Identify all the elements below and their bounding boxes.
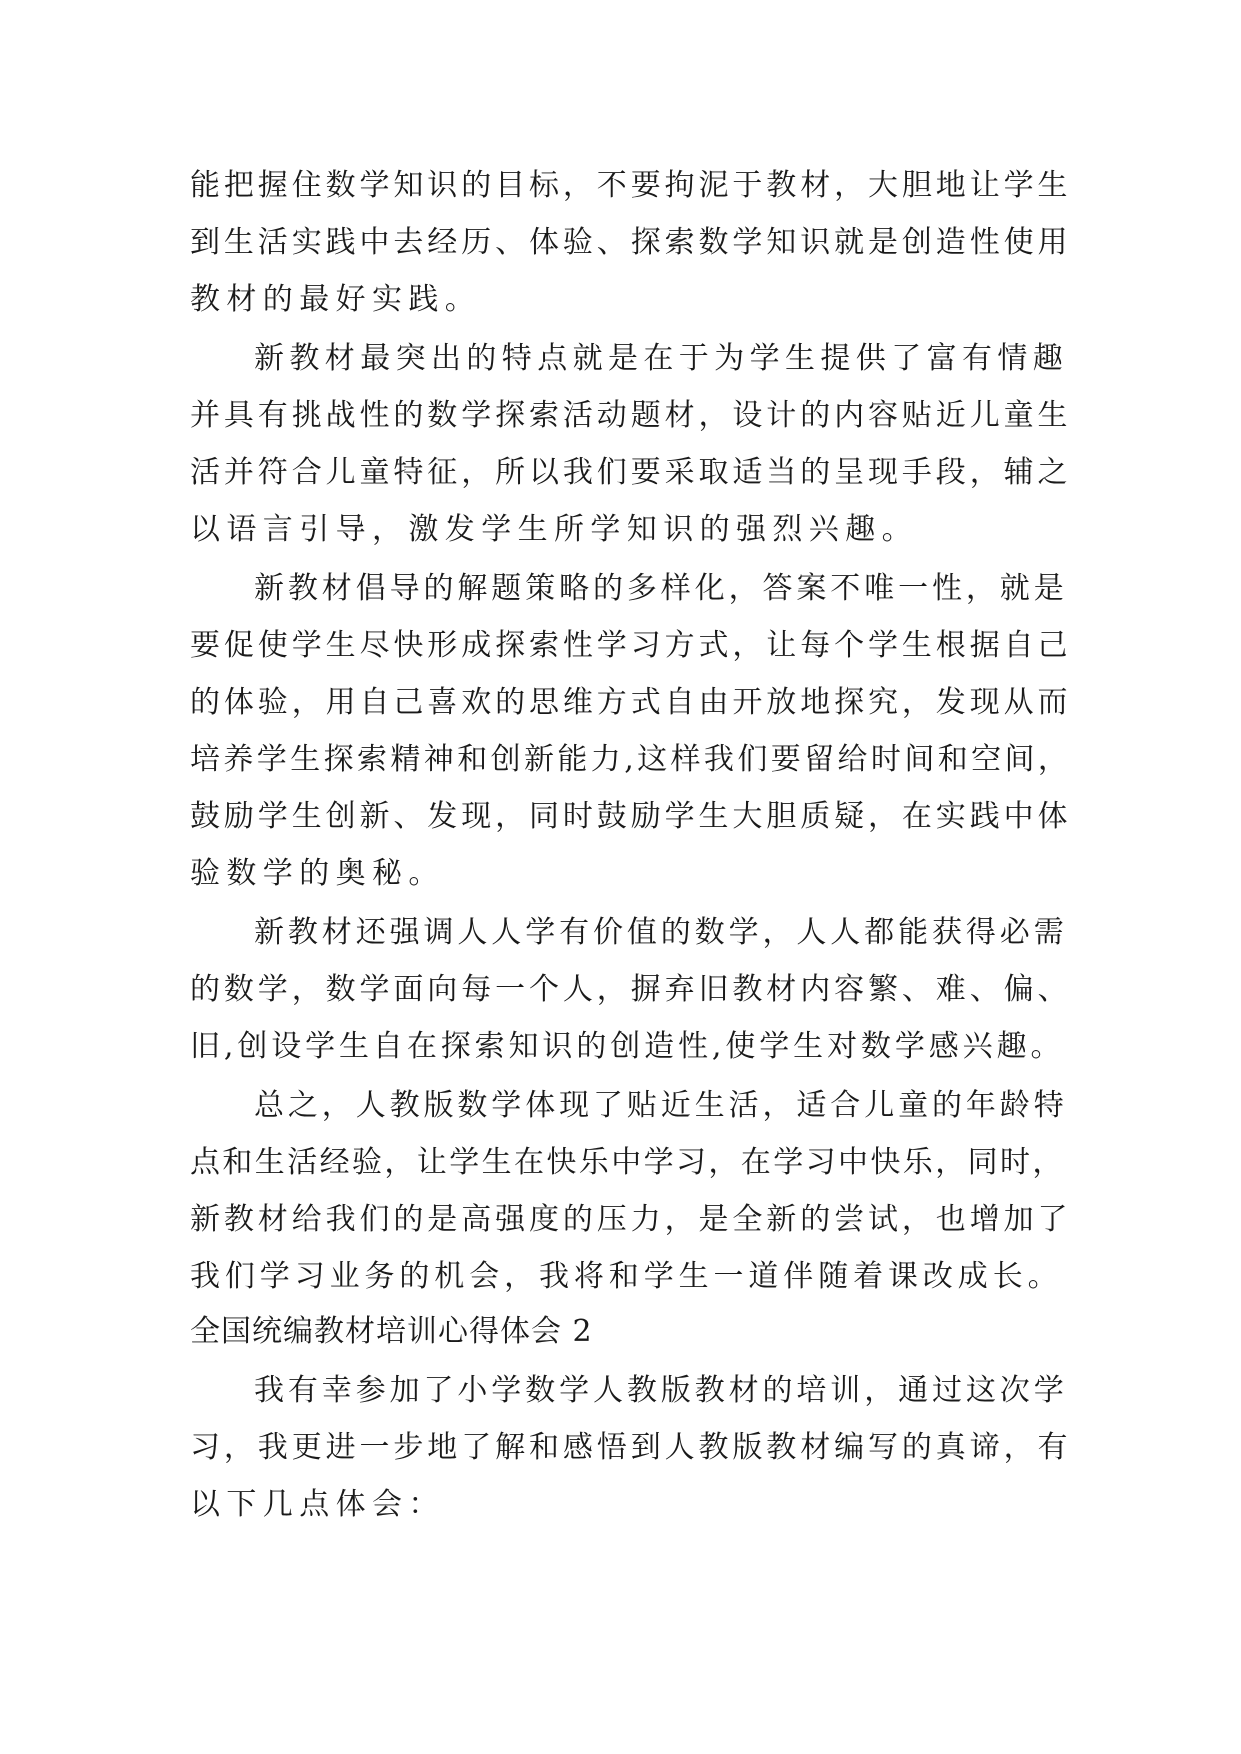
paragraph-line: 的数学，数学面向每一个人，摒弃旧教材内容繁、难、偏、	[190, 972, 1072, 1007]
paragraph-line: 并具有挑战性的数学探索活动题材，设计的内容贴近儿童生	[190, 398, 1072, 433]
paragraph-line: 以语言引导，激发学生所学知识的强烈兴趣。	[190, 512, 918, 547]
paragraph-line: 新教材给我们的是高强度的压力，是全新的尝试，也增加了	[190, 1202, 1072, 1237]
section-heading: 全国统编教材培训心得体会 2	[190, 1314, 593, 1349]
paragraph-line: 能把握住数学知识的目标，不要拘泥于教材，大胆地让学生	[190, 168, 1072, 203]
paragraph-line: 验数学的奥秘。	[190, 856, 445, 891]
paragraph-line: 新教材倡导的解题策略的多样化，答案不唯一性，就是	[254, 571, 1068, 606]
paragraph-line: 以下几点体会：	[190, 1487, 445, 1522]
paragraph-line: 的体验，用自己喜欢的思维方式自由开放地探究，发现从而	[190, 685, 1072, 720]
paragraph-line: 新教材最突出的特点就是在于为学生提供了富有情趣	[254, 341, 1069, 376]
paragraph-line: 旧,创设学生自在探索知识的创造性,使学生对数学感兴趣。	[190, 1029, 1065, 1064]
paragraph-line: 我们学习业务的机会，我将和学生一道伴随着课改成长。	[190, 1259, 1063, 1294]
paragraph-line: 习，我更进一步地了解和感悟到人教版教材编写的真谛，有	[190, 1430, 1072, 1465]
paragraph-line: 新教材还强调人人学有价值的数学，人人都能获得必需	[254, 915, 1068, 950]
paragraph-line: 我有幸参加了小学数学人教版教材的培训，通过这次学	[254, 1373, 1068, 1408]
paragraph-line: 培养学生探索精神和创新能力,这样我们要留给时间和空间，	[190, 742, 1072, 777]
paragraph-line: 点和生活经验，让学生在快乐中学习，在学习中快乐，同时，	[190, 1145, 1065, 1180]
paragraph-line: 要促使学生尽快形成探索性学习方式，让每个学生根据自己	[190, 628, 1072, 663]
paragraph-line: 到生活实践中去经历、体验、探索数学知识就是创造性使用	[190, 225, 1072, 260]
paragraph-line: 教材的最好实践。	[190, 282, 482, 317]
paragraph-line: 总之，人教版数学体现了贴近生活，适合儿童的年龄特	[254, 1088, 1068, 1123]
paragraph-line: 活并符合儿童特征，所以我们要采取适当的呈现手段，辅之	[190, 455, 1072, 490]
paragraph-line: 鼓励学生创新、发现，同时鼓励学生大胆质疑，在实践中体	[190, 799, 1072, 834]
